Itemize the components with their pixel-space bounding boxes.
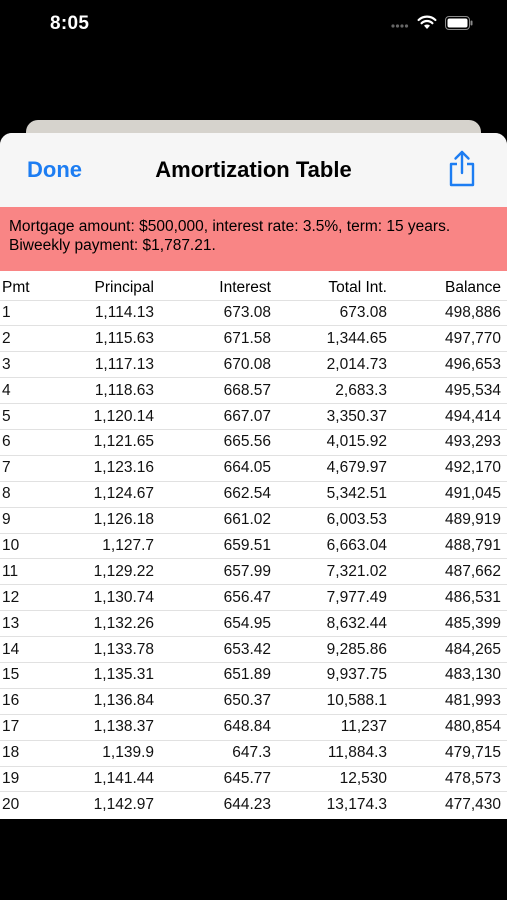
cell-principal: 1,138.37 bbox=[60, 714, 160, 740]
cell-pmt: 15 bbox=[0, 662, 60, 688]
cell-pmt: 9 bbox=[0, 507, 60, 533]
table-row bbox=[0, 429, 507, 455]
cell-principal: 1,123.16 bbox=[60, 455, 160, 481]
column-header-interest: Interest bbox=[219, 278, 271, 296]
cell-interest: 661.02 bbox=[160, 507, 277, 533]
cell-interest: 645.77 bbox=[160, 766, 277, 792]
cell-total-interest: 12,530 bbox=[277, 766, 393, 792]
cell-principal: 1,126.18 bbox=[60, 507, 160, 533]
table-row bbox=[0, 792, 507, 818]
cell-balance: 481,993 bbox=[393, 688, 507, 714]
cell-interest: 648.84 bbox=[160, 714, 277, 740]
cellular-signal-icon bbox=[391, 16, 409, 34]
cell-total-interest: 11,884.3 bbox=[277, 740, 393, 766]
cell-principal: 1,127.7 bbox=[60, 533, 160, 559]
cell-pmt: 2 bbox=[0, 326, 60, 352]
cell-balance: 486,531 bbox=[393, 585, 507, 611]
cell-balance: 491,045 bbox=[393, 481, 507, 507]
table-row bbox=[0, 481, 507, 507]
cell-pmt: 20 bbox=[0, 792, 60, 818]
cell-pmt: 12 bbox=[0, 585, 60, 611]
cell-interest: 671.58 bbox=[160, 326, 277, 352]
cell-interest: 647.3 bbox=[160, 740, 277, 766]
cell-pmt: 7 bbox=[0, 455, 60, 481]
cell-total-interest: 6,663.04 bbox=[277, 533, 393, 559]
cell-total-interest: 8,632.44 bbox=[277, 611, 393, 637]
cell-pmt: 1 bbox=[0, 300, 60, 326]
table-row bbox=[0, 352, 507, 378]
cell-balance: 492,170 bbox=[393, 455, 507, 481]
cell-pmt: 6 bbox=[0, 429, 60, 455]
cell-total-interest: 9,937.75 bbox=[277, 662, 393, 688]
table-row bbox=[0, 378, 507, 404]
cell-interest: 670.08 bbox=[160, 352, 277, 378]
done-button[interactable]: Done bbox=[27, 157, 82, 182]
cell-pmt: 18 bbox=[0, 740, 60, 766]
cell-balance: 484,265 bbox=[393, 637, 507, 663]
table-row bbox=[0, 766, 507, 792]
column-header-balance: Balance bbox=[444, 278, 501, 296]
status-time: 8:05 bbox=[50, 13, 90, 34]
table-body bbox=[0, 300, 507, 818]
cell-interest: 656.47 bbox=[160, 585, 277, 611]
table-row bbox=[0, 404, 507, 430]
cell-interest: 665.56 bbox=[160, 429, 277, 455]
table-row bbox=[0, 300, 507, 326]
cell-balance: 489,919 bbox=[393, 507, 507, 533]
cell-principal: 1,136.84 bbox=[60, 688, 160, 714]
cell-pmt: 11 bbox=[0, 559, 60, 585]
cell-total-interest: 1,344.65 bbox=[277, 326, 393, 352]
amortization-table bbox=[0, 276, 507, 818]
cell-balance: 485,399 bbox=[393, 611, 507, 637]
cell-pmt: 17 bbox=[0, 714, 60, 740]
column-header-pmt: Pmt bbox=[2, 278, 30, 296]
cell-balance: 495,534 bbox=[393, 378, 507, 404]
cell-pmt: 19 bbox=[0, 766, 60, 792]
cell-pmt: 5 bbox=[0, 404, 60, 430]
cell-balance: 494,414 bbox=[393, 404, 507, 430]
cell-interest: 644.23 bbox=[160, 792, 277, 818]
cell-total-interest: 3,350.37 bbox=[277, 404, 393, 430]
cell-interest: 662.54 bbox=[160, 481, 277, 507]
cell-balance: 479,715 bbox=[393, 740, 507, 766]
table-header-row bbox=[0, 276, 507, 300]
cell-pmt: 4 bbox=[0, 378, 60, 404]
table-row bbox=[0, 740, 507, 766]
mortgage-summary-banner: Mortgage amount: $500,000, interest rate: 3.5%, term: 15 years. Biweekly payment: $1,787.21. bbox=[0, 207, 507, 271]
amortization-sheet bbox=[0, 133, 507, 819]
table-row bbox=[0, 688, 507, 714]
battery-icon bbox=[445, 16, 473, 35]
share-icon bbox=[446, 176, 478, 191]
cell-principal: 1,133.78 bbox=[60, 637, 160, 663]
cell-total-interest: 11,237 bbox=[277, 714, 393, 740]
cell-balance: 488,791 bbox=[393, 533, 507, 559]
cell-pmt: 14 bbox=[0, 637, 60, 663]
status-bar bbox=[0, 0, 507, 48]
cell-principal: 1,124.67 bbox=[60, 481, 160, 507]
cell-balance: 483,130 bbox=[393, 662, 507, 688]
cell-principal: 1,129.22 bbox=[60, 559, 160, 585]
cell-balance: 496,653 bbox=[393, 352, 507, 378]
cell-principal: 1,139.9 bbox=[60, 740, 160, 766]
share-button[interactable] bbox=[444, 150, 480, 190]
cell-interest: 667.07 bbox=[160, 404, 277, 430]
table-row bbox=[0, 662, 507, 688]
cell-balance: 487,662 bbox=[393, 559, 507, 585]
table-row bbox=[0, 533, 507, 559]
table-row bbox=[0, 585, 507, 611]
cell-interest: 650.37 bbox=[160, 688, 277, 714]
cell-principal: 1,135.31 bbox=[60, 662, 160, 688]
page-title: Amortization Table bbox=[155, 157, 352, 182]
cell-balance: 477,430 bbox=[393, 792, 507, 818]
status-icons bbox=[391, 15, 473, 35]
wifi-icon bbox=[417, 15, 437, 35]
cell-total-interest: 673.08 bbox=[277, 300, 393, 326]
cell-pmt: 8 bbox=[0, 481, 60, 507]
cell-total-interest: 4,679.97 bbox=[277, 455, 393, 481]
cell-interest: 664.05 bbox=[160, 455, 277, 481]
cell-interest: 657.99 bbox=[160, 559, 277, 585]
cell-total-interest: 2,014.73 bbox=[277, 352, 393, 378]
cell-total-interest: 6,003.53 bbox=[277, 507, 393, 533]
cell-principal: 1,114.13 bbox=[60, 300, 160, 326]
cell-total-interest: 13,174.3 bbox=[277, 792, 393, 818]
cell-principal: 1,141.44 bbox=[60, 766, 160, 792]
cell-total-interest: 7,977.49 bbox=[277, 585, 393, 611]
cell-balance: 498,886 bbox=[393, 300, 507, 326]
cell-total-interest: 5,342.51 bbox=[277, 481, 393, 507]
cell-pmt: 10 bbox=[0, 533, 60, 559]
cell-interest: 673.08 bbox=[160, 300, 277, 326]
cell-principal: 1,118.63 bbox=[60, 378, 160, 404]
cell-total-interest: 2,683.3 bbox=[277, 378, 393, 404]
table-row bbox=[0, 507, 507, 533]
cell-pmt: 13 bbox=[0, 611, 60, 637]
cell-total-interest: 10,588.1 bbox=[277, 688, 393, 714]
cell-interest: 651.89 bbox=[160, 662, 277, 688]
table-row bbox=[0, 326, 507, 352]
cell-interest: 654.95 bbox=[160, 611, 277, 637]
cell-principal: 1,115.63 bbox=[60, 326, 160, 352]
cell-balance: 493,293 bbox=[393, 429, 507, 455]
cell-principal: 1,132.26 bbox=[60, 611, 160, 637]
cell-principal: 1,130.74 bbox=[60, 585, 160, 611]
cell-principal: 1,121.65 bbox=[60, 429, 160, 455]
cell-total-interest: 7,321.02 bbox=[277, 559, 393, 585]
cell-total-interest: 4,015.92 bbox=[277, 429, 393, 455]
column-header-total-interest: Total Int. bbox=[328, 278, 387, 296]
cell-interest: 659.51 bbox=[160, 533, 277, 559]
cell-principal: 1,117.13 bbox=[60, 352, 160, 378]
table-row bbox=[0, 714, 507, 740]
column-header-principal: Principal bbox=[94, 278, 154, 296]
table-row bbox=[0, 559, 507, 585]
table-row bbox=[0, 637, 507, 663]
table-row bbox=[0, 611, 507, 637]
cell-balance: 478,573 bbox=[393, 766, 507, 792]
table-row bbox=[0, 455, 507, 481]
cell-balance: 480,854 bbox=[393, 714, 507, 740]
navigation-bar bbox=[0, 133, 507, 207]
cell-total-interest: 9,285.86 bbox=[277, 637, 393, 663]
cell-interest: 653.42 bbox=[160, 637, 277, 663]
cell-interest: 668.57 bbox=[160, 378, 277, 404]
cell-principal: 1,142.97 bbox=[60, 792, 160, 818]
cell-pmt: 3 bbox=[0, 352, 60, 378]
cell-principal: 1,120.14 bbox=[60, 404, 160, 430]
cell-balance: 497,770 bbox=[393, 326, 507, 352]
cell-pmt: 16 bbox=[0, 688, 60, 714]
